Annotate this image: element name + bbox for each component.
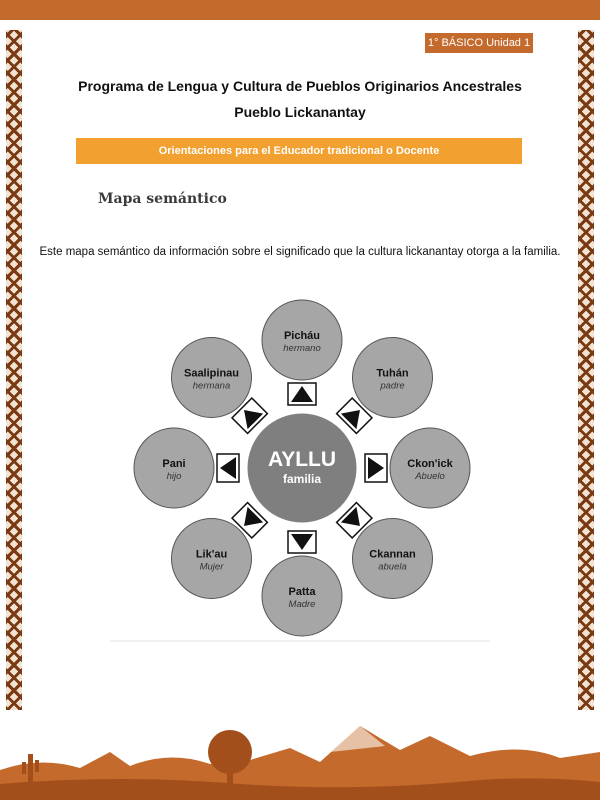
kin-node (172, 338, 252, 418)
kin-node (262, 300, 342, 380)
kin-meaning: hermana (192, 380, 231, 392)
kin-word: Pani (162, 458, 186, 470)
guidance-band: Orientaciones para el Educador tradicional o Docente (76, 138, 522, 164)
section-title: Mapa semántico (98, 191, 227, 207)
arrow-icon (365, 454, 387, 482)
unit-badge: 1° BÁSICO Unidad 1 (425, 33, 533, 53)
kin-meaning: hijo (166, 471, 182, 482)
arrow-icon (288, 383, 316, 405)
kin-word: Picháu (283, 330, 321, 342)
kin-meaning: abuela (378, 561, 407, 573)
center-subtitle: familia (282, 472, 322, 486)
kin-node (172, 519, 252, 599)
program-title: Programa de Lengua y Cultura de Pueblos Originarios Ancestrales (78, 78, 522, 94)
kin-word: Patta (288, 586, 316, 598)
kin-word: Saalipinau (183, 367, 240, 380)
kin-node (353, 519, 433, 599)
kin-meaning: padre (380, 380, 405, 392)
arrow-icon (217, 454, 239, 482)
kin-meaning: Mujer (199, 561, 224, 573)
kin-node (262, 556, 342, 636)
kin-meaning: Madre (288, 599, 316, 610)
footer-illustration (0, 712, 600, 800)
top-bar (0, 0, 600, 20)
people-title: Pueblo Lickanantay (234, 104, 366, 120)
kin-word: Tuhán (376, 367, 409, 380)
center-title: AYLLU (267, 448, 337, 471)
kin-node (390, 428, 470, 508)
semantic-map (110, 292, 490, 644)
kin-word: Ckannan (369, 548, 416, 561)
right-decorative-border (578, 30, 594, 710)
kin-meaning: hermano (283, 343, 321, 354)
kin-word: Ckon'ick (407, 458, 453, 470)
kin-meaning: Abuelo (415, 471, 445, 482)
kin-node (134, 428, 214, 508)
kin-node (353, 338, 433, 418)
arrow-icon (288, 531, 316, 553)
left-decorative-border (6, 30, 22, 710)
intro-text: Este mapa semántico da información sobre el significado que la cultura lickanantay otorga a la familia. (39, 246, 561, 258)
kin-word: Lik'au (195, 548, 228, 561)
